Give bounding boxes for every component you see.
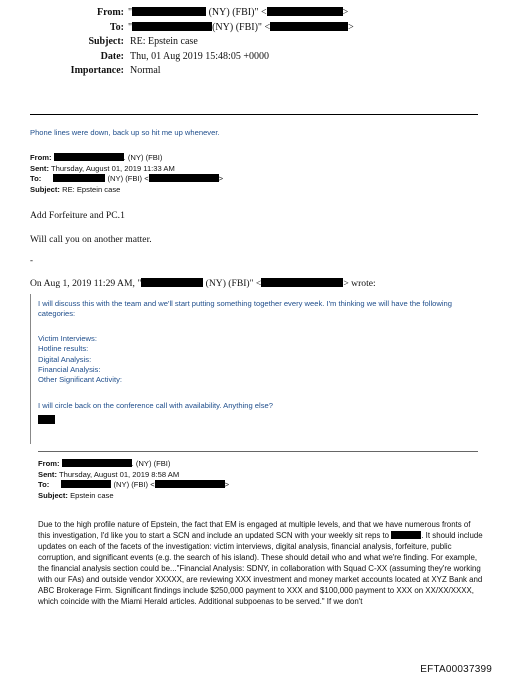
msg3-subject-label: Subject: [38,490,68,500]
category-item: Hotline results: [38,344,89,354]
redaction-block [62,459,132,467]
msg1-line1: Add Forfeiture and PC.1 [30,210,125,221]
msg1-sent: Thursday, August 01, 2019 11:33 AM [50,163,175,173]
document-id: EFTA00037399 [420,664,492,675]
email-header [0,6,512,79]
header-to-row [0,21,512,36]
quote-mid: (NY) (FBI)" < [205,278,262,289]
quote-prefix: On Aug 1, 2019 11:29 AM, " [30,278,142,289]
redaction-block [38,415,55,424]
msg3-from-row [38,459,482,470]
redaction-block [53,174,105,182]
header-to-label: To: [109,21,124,33]
msg3-sent-row [38,470,482,481]
header-to-mid: (NY) (FBI)" < [212,21,271,33]
reply-text: Phone lines were down, back up so hit me up whenever. [30,128,220,137]
msg3-body-part1: Due to the high profile nature of Epstein, the fact that EM is engaged at multiple levels, and that we have numerous fronts of this investigation, I'd like you to start a SCN and include an updated SCN with your weekly sit reps to [38,520,471,540]
msg1-sent-row [30,164,482,175]
msg3-to-row [38,480,482,491]
header-date-label: Date: [100,50,124,62]
msg2-p2: I will circle back on the conference call with availability. Anything else? [38,401,273,410]
quote-attribution [30,278,482,290]
msg1-subject: RE: Epstein case [62,184,121,194]
msg1-header [30,153,482,195]
msg1-sent-label: Sent: [30,163,49,173]
header-from-label: From: [96,7,124,18]
redaction-block [270,22,348,31]
msg3-from-suffix: . (NY) (FBI) [131,459,171,468]
header-importance-row [0,64,512,79]
header-divider [30,114,478,115]
header-importance: Normal [130,65,161,76]
redaction-block [132,22,212,31]
msg1-to-label: To: [30,174,42,183]
msg1-from-suffix: . (NY) (FBI) [123,153,163,162]
msg3-to-close: > [224,480,230,489]
msg3-body [38,519,484,607]
header-subject-row [0,35,512,50]
redaction-block [155,480,225,488]
msg1-subject-label: Subject: [30,184,60,194]
header-to-close: > [348,21,354,33]
header-subject: RE: Epstein case [130,36,198,47]
msg1-line2: Will call you on another matter. [30,234,152,245]
header-importance-label: Importance: [70,65,124,76]
msg3-header [38,459,482,501]
msg3-sent-label: Sent: [38,469,57,479]
redaction-block [141,278,203,287]
header-date-row [0,50,512,65]
msg2-categories [38,334,482,385]
header-subject-label: Subject: [88,36,124,47]
msg1-subject-row [30,185,482,196]
msg1-from-row [30,153,482,164]
category-item: Victim Interviews: [38,334,97,343]
category-item: Other Significant Activity: [38,375,122,385]
msg1-to-close: > [218,174,224,183]
msg1-from-label: From: [30,153,52,162]
msg3-body-part2: . It should include updates on each of the facets of the investigation: victim interviews, digital analysis, financial analysis, forfeiture, public corruption, and significant events (e.g. the search of his island). These should detail who and what we're finding. For example, the financial analysis section could be..."Financial Analysis: SDNY, in collaboration with Squad C-XX (assuming they're working with our FAs) and outside vendor XXXXX, are reviewing XXX investment and money market accounts located at XYZ Bank and ABC Brokerage Firm. Significant findings include $250,000 payment to XXX and $100,000 payment to XXX on XX/XX/XXXX, which coincide with the Miami Herald articles. Additional subpoenas to be served." If we don't [38,531,483,606]
header-from-mid: (NY) (FBI)" < [208,7,267,18]
msg1-to-row [30,174,482,185]
header-to-open-quote: " [128,21,133,33]
quote-suffix: > wrote: [343,278,376,289]
redaction-block [261,278,343,287]
msg3-subject: Epstein case [70,490,114,500]
quote-bar [30,294,31,444]
redaction-block [54,153,124,161]
category-item: Digital Analysis: [38,354,92,364]
header-from-close: > [342,7,349,18]
header-from-row [0,6,512,21]
msg2-p1: I will discuss this with the team and we'll start putting something together every week. I'm thinking we will have the following categories: [38,299,453,319]
category-item: Financial Analysis: [38,364,101,374]
redaction-block [391,531,421,539]
redaction-block [132,7,206,16]
msg1-to-suffix: (NY) (FBI) < [107,174,149,183]
msg3-to-label: To: [38,480,50,489]
redaction-block [149,174,219,182]
msg3-subject-row [38,491,482,502]
header-from-open-quote: " [128,7,133,18]
msg3-divider [38,451,478,452]
header-date: Thu, 01 Aug 2019 15:48:05 +0000 [130,50,269,62]
msg3-to-suffix: (NY) (FBI) < [113,480,155,489]
redaction-block [267,7,343,16]
msg3-from-label: From: [38,459,60,468]
msg1-dash: - [30,255,33,265]
redaction-block [61,480,111,488]
msg3-sent: Thursday, August 01, 2019 8:58 AM [58,469,180,479]
